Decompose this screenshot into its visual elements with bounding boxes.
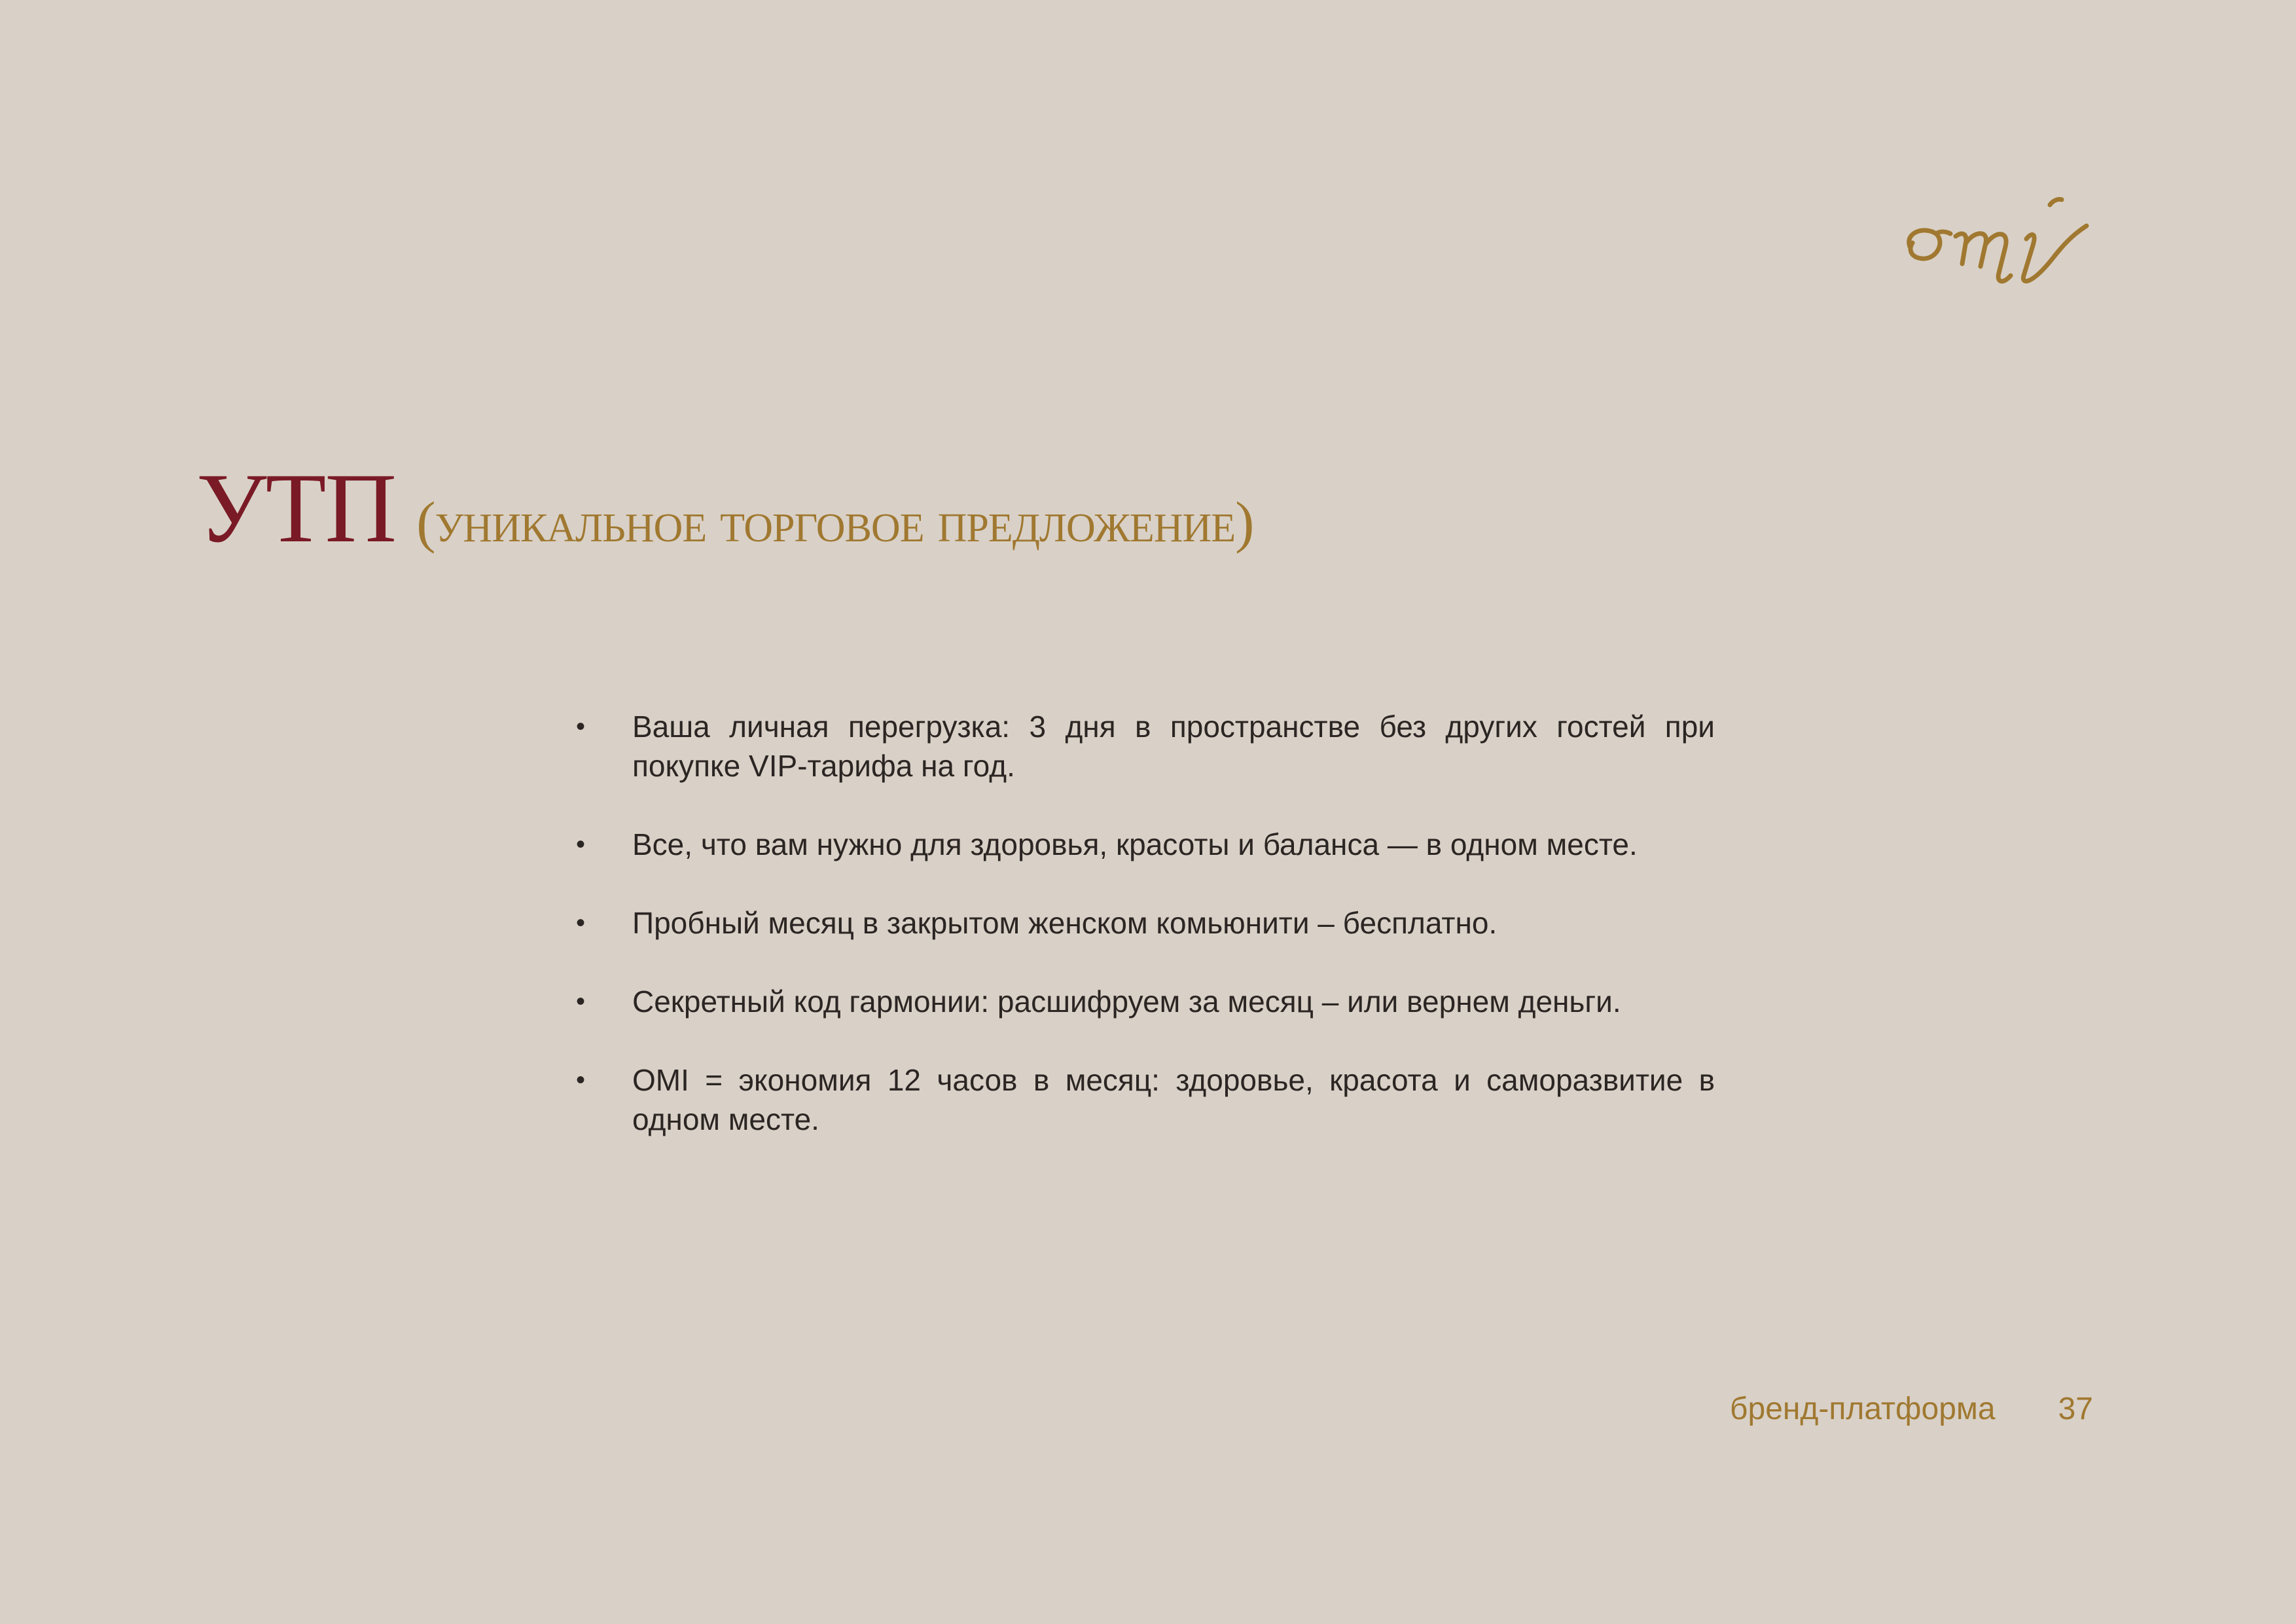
omi-logo [1898,187,2094,298]
title-subtitle: (уникальное торговое предложение) [416,491,1254,554]
omi-script-logo-icon [1898,187,2094,298]
usp-item-time-saving: • OMI = экономия 12 часов в месяц: здоровье, красота и саморазвитие в одном месте. [576,1060,1715,1139]
usp-item-harmony-code: • Секретный код гармонии: расшифруем за месяц – или вернем деньги. [576,982,1715,1021]
footer-section-label: бренд-платформа [1730,1392,1996,1426]
page-title [196,453,1254,563]
usp-item-all-in-one: • Все, что вам нужно для здоровья, красоты и баланса — в одном месте. [576,825,1715,864]
page-number: 37 [2058,1392,2093,1426]
page-footer [1730,1391,2093,1427]
usp-item-vip: • Ваша личная перегрузка: 3 дня в пространстве без других гостей при покупке VIP-тарифа на год. [576,707,1715,785]
title-main: УТП [196,453,396,563]
usp-list [576,707,1715,1178]
usp-item-trial-month: • Пробный месяц в закрытом женском комьюнити – бесплатно. [576,903,1715,943]
